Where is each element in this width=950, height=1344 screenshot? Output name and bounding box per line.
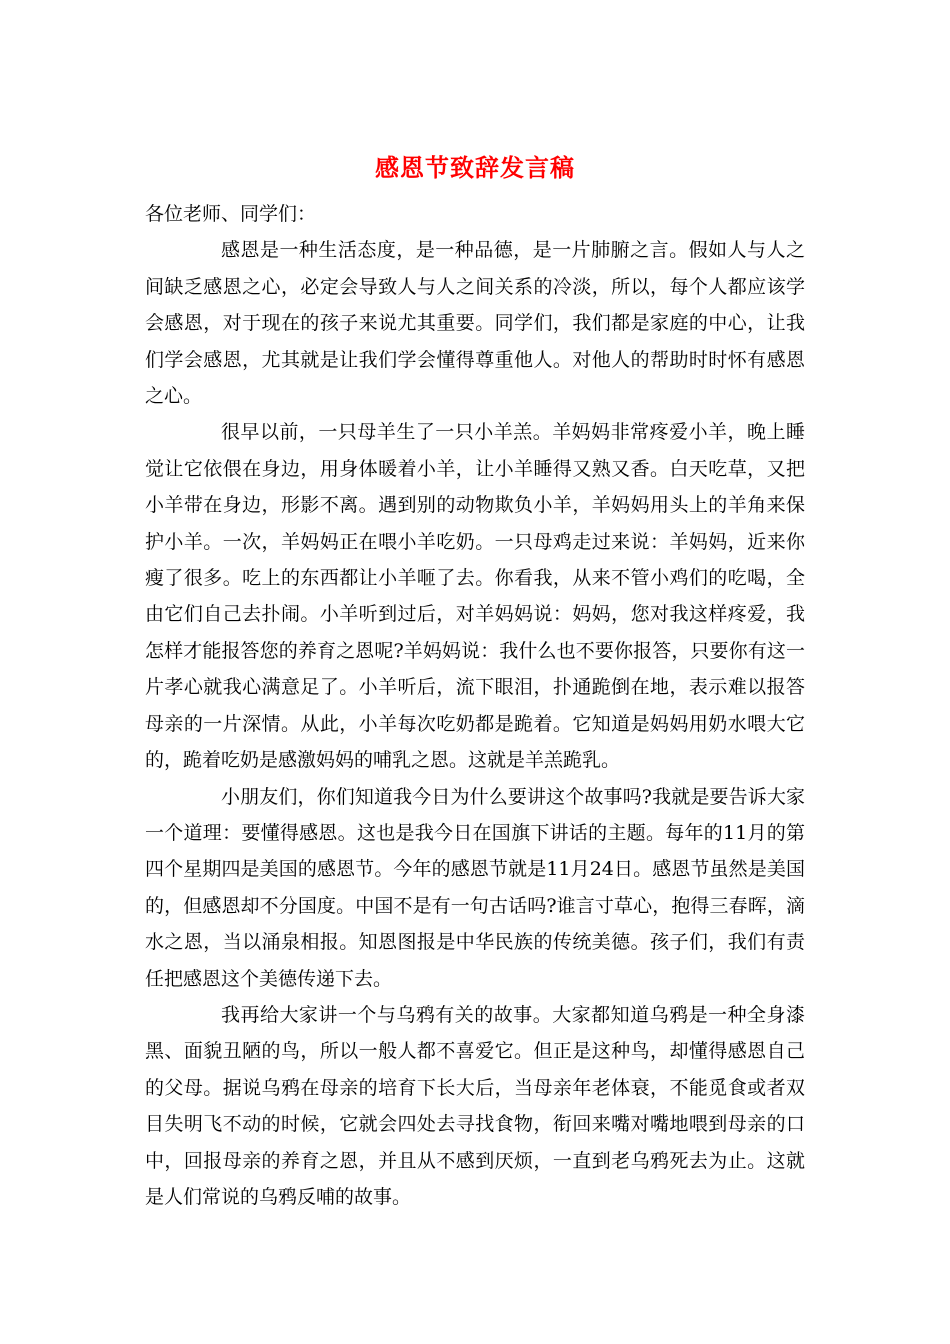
paragraph-crow-story: 我再给大家讲一个与乌鸦有关的故事。大家都知道乌鸦是一种全身漆黑、面貌丑陋的鸟，所以一般人都不喜爱它。但正是这种鸟，却懂得感恩自己的父母。据说乌鸦在母亲的培育下长大后，当母亲年老体衰，不能觅食或者双目失明飞不动的时候，它就会四处去寻找食物，衔回来嘴对嘴地喂到母亲的口中，回报母亲的养育之恩，并且从不感到厌烦，一直到老乌鸦死去为止。这就是人们常说的乌鸦反哺的故事。	[145, 1003, 805, 1208]
greeting-line: 各位老师、同学们：	[145, 203, 317, 225]
document-body	[145, 196, 805, 1215]
paragraph-gratitude-intro: 感恩是一种生活态度，是一种品德，是一片肺腑之言。假如人与人之间缺乏感恩之心，必定会导致人与人之间关系的冷淡，所以，每个人都应该学会感恩，对于现在的孩子来说尤其重要。同学们，我们都是家庭的中心，让我们学会感恩，尤其就是让我们学会懂得尊重他人。对他人的帮助时时怀有感恩之心。	[145, 239, 805, 408]
paragraph-thanksgiving: 小朋友们，你们知道我今日为什么要讲这个故事吗?我就是要告诉大家一个道理：要懂得感恩。这也是我今日在国旗下讲话的主题。每年的11月的第四个星期四是美国的感恩节。今年的感恩节就是11月24日。感恩节虽然是美国的，但感恩却不分国度。中国不是有一句古话吗?谁言寸草心，抱得三春晖，滴水之恩，当以涌泉相报。知恩图报是中华民族的传统美德。孩子们，我们有责任把感恩这个美德传递下去。	[145, 785, 805, 990]
document-title: 感恩节致辞发言稿	[375, 153, 575, 182]
paragraph-lamb-story: 很早以前，一只母羊生了一只小羊羔。羊妈妈非常疼爱小羊，晚上睡觉让它依偎在身边，用身体暖着小羊，让小羊睡得又熟又香。白天吃草，又把小羊带在身边，形影不离。遇到别的动物欺负小羊，羊妈妈用头上的羊角来保护小羊。一次，羊妈妈正在喂小羊吃奶。一只母鸡走过来说：羊妈妈，近来你瘦了很多。吃上的东西都让小羊咂了去。你看我，从来不管小鸡们的吃喝，全由它们自己去扑闹。小羊听到过后，对羊妈妈说：妈妈，您对我这样疼爱，我怎样才能报答您的养育之恩呢?羊妈妈说：我什么也不要你报答，只要你有这一片孝心就我心满意足了。小羊听后，流下眼泪，扑通跪倒在地，表示难以报答母亲的一片深情。从此，小羊每次吃奶都是跪着。它知道是妈妈用奶水喂大它的，跪着吃奶是感激妈妈的哺乳之恩。这就是羊羔跪乳。	[145, 421, 805, 772]
